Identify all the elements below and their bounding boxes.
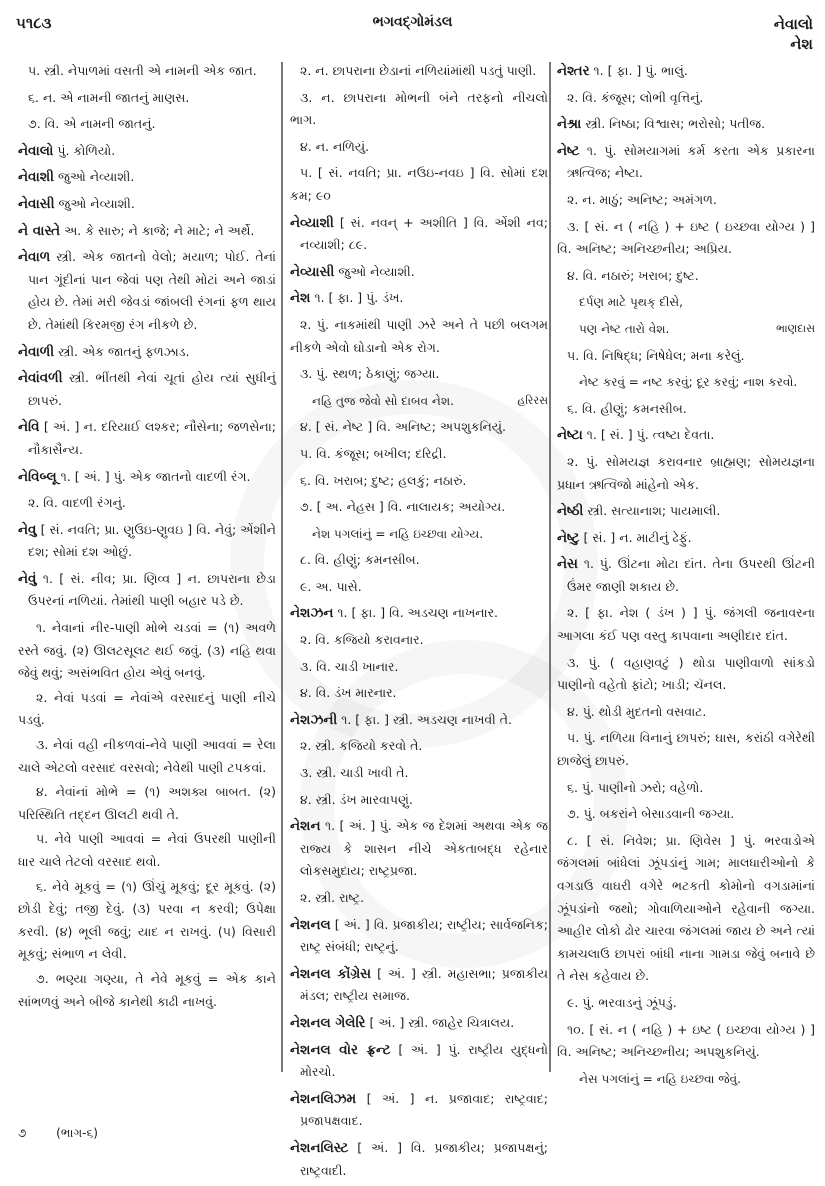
dictionary-entry — [557, 500, 815, 523]
definition-text: ૧. પું. સોમયાગમાં કર્મ કરતા એક પ્રકારના ઋત્વિજ; નેષ્ટા. — [567, 142, 815, 181]
sheet-signature: ૭ — [18, 1126, 27, 1140]
definition-text: પું. કોળિયો. — [53, 142, 116, 158]
definition-text: ૨. વિ. વાદળી રંગનું. — [28, 495, 126, 511]
dictionary-entry — [290, 963, 548, 1008]
sense — [557, 345, 815, 368]
column-divider — [281, 62, 283, 1072]
quotation — [557, 1068, 815, 1091]
idiom-sense — [18, 968, 276, 1013]
definition-text: ૨. ન. છાપરાના છેડાનાં નળિયાંમાંથી પડતું પાણી. — [300, 63, 537, 78]
headword: નેષ્ટુ — [557, 529, 580, 546]
quote-attribution: ભાણદાસ — [776, 321, 815, 335]
dictionary-entry — [290, 815, 548, 883]
quotation — [557, 371, 815, 394]
headword: નેશ — [290, 290, 311, 307]
definition-text: ૧. નેવાનાં નીર-પાણી મોભે ચડવાં = (૧) અવળે રસ્તે જવું. (૨) ઊલટસૂલટ થઈ જવું. (૩) નહિ થવા જેવું થવું; અસંભવિત હોય એવું બનવું. — [18, 620, 276, 681]
sense — [557, 992, 815, 1015]
headword: નેવુ — [18, 521, 37, 538]
headword: નેષ્ટા — [557, 427, 583, 444]
definition-text: ૪. [ સં. નેષ્ટ ] વિ. અનિષ્ટ; અપશુકનિયું. — [300, 419, 506, 435]
sense — [290, 496, 548, 519]
sense — [290, 416, 548, 439]
definition-text: [ સં. નવન્ + અશીતિ ] વિ. એંશી નવ; નવ્યાશી; ૮૯. — [300, 214, 548, 253]
definition-text: જુઓ નેવ્યાશી. — [54, 169, 135, 185]
guide-word-last: નેશ — [790, 35, 813, 53]
definition-text: [ અં. ] વિ. પ્રજાકીય; રાષ્ટ્રીય; સાર્વજનિક; રાષ્ટ્ર સંબંધી; રાષ્ટ્રનું. — [300, 916, 548, 955]
headword: નેશનલ કોંગ્રેસ — [290, 965, 372, 982]
sense — [557, 803, 815, 826]
definition-text: ૭. ભણ્યા ગણ્યા, તે નેવે મૂકવું = એક કાને સાંભળવું અને બીજે કાનેથી કાઢી નાખવું. — [18, 970, 276, 1009]
definition-text: ૧. [ સં. ] પું. ત્વષ્ટા દેવતા. — [582, 427, 715, 443]
headword: નેવાલો — [18, 142, 54, 159]
definition-text: નેશ પગલાંનું = નહિ ઇચ્છવા યોગ્ય. — [312, 526, 484, 541]
sense — [290, 656, 548, 679]
sense — [290, 470, 548, 493]
dictionary-entry — [557, 527, 815, 550]
definition-text: ૭. વિ. એ નામની જાતનું. — [28, 116, 156, 132]
headword: નેવાળ — [18, 249, 51, 266]
headword: નેવાસી — [18, 195, 55, 212]
definition-text: ૧. [ અં. ] પું. એક જાતનો વાદળી રંગ. — [56, 468, 251, 484]
quote-attribution: હરિરસ — [517, 393, 548, 407]
idiom-sense — [18, 828, 276, 873]
dictionary-entry — [290, 914, 548, 959]
headword: નેસ — [557, 556, 578, 573]
dictionary-entry — [18, 166, 276, 189]
definition-text: નહિ તુજ જેવો સો દાબવ નેશ. — [312, 393, 454, 408]
sense — [290, 443, 548, 466]
definition-text: ૨. વિ. કજિયો કરાવનાર. — [300, 632, 424, 648]
dictionary-entry — [18, 367, 276, 412]
definition-text: ૩. [ સં. ન ( નહિ ) + ઇષ્ટ ( ઇચ્છવા યોગ્ય ) ] વિ. અનિષ્ટ; અનિચ્છનીય; અપ્રિય. — [557, 218, 815, 257]
sense — [557, 189, 815, 212]
definition-text: સ્ત્રી. નિષ્ઠા; વિશ્વાસ; ભરોસો; પતીજ. — [581, 116, 766, 132]
headword: નેવ્યાસી — [290, 263, 335, 280]
quotation — [557, 291, 815, 314]
definition-text: [ સં. નવતિ; પ્રા. ણુઉઇ-ણુવઇ ] વિ. નેવું; એંશીને દશ; સોમાં દશ ઓછું. — [28, 521, 276, 560]
quotation — [557, 318, 815, 341]
sense — [557, 216, 815, 261]
dictionary-entry — [18, 220, 276, 243]
definition-text: ૩. વિ. ચાડી ખાનાર. — [300, 658, 399, 674]
definition-text: દર્પણ માટે પૃથક્ દીસે, — [579, 295, 683, 310]
quotation — [290, 523, 548, 546]
definition-text: [ સં. ] ન. માટીનું ઢેફું. — [579, 529, 692, 545]
headword: નેશનલ ગેલેરિ — [290, 1014, 366, 1031]
dictionary-entry — [290, 1137, 548, 1182]
headword: નેશનલ — [290, 916, 331, 933]
definition-text: ૨. પું. સોમયજ્ઞ કરાવનાર બ્રાહ્મણ; સોમયજ્ઞના પ્રધાન ઋત્વિજો માંહેનો એક. — [557, 453, 815, 492]
definition-text: ૭. [ અ. નેહસ ] વિ. નાલાયક; અયોગ્ય. — [300, 499, 506, 515]
headword: નેશનલિસ્ટ — [290, 1139, 349, 1156]
headword: નેશઝની — [290, 711, 338, 728]
sense — [290, 762, 548, 785]
sense — [557, 451, 815, 496]
sense — [18, 113, 276, 136]
sense — [557, 701, 815, 724]
sense — [290, 363, 548, 386]
headword: નેવાશી — [18, 169, 55, 186]
sense — [290, 87, 548, 132]
guide-word-first: નેવાલો — [773, 15, 813, 33]
sense — [290, 162, 548, 207]
headword: નેવ્યાશી — [290, 214, 334, 231]
idiom-sense — [18, 734, 276, 779]
definition-text: ૬. પું. પાણીનો ઝરો; વહેળો. — [567, 779, 704, 795]
definition-text: ૪. ન. નળિયું. — [300, 138, 370, 154]
headword: નેવિ — [18, 419, 40, 436]
definition-text: અ. કે સારુ; ને કાજે; ને માટે; ને અર્થે. — [60, 222, 255, 238]
definition-text: ૩. પું. સ્થળ; ઠેકાણું; જગ્યા. — [300, 366, 440, 382]
dictionary-entry — [18, 568, 276, 613]
sense — [557, 87, 815, 110]
definition-text: ૨. ન. માઠું; અનિષ્ટ; અમંગળ. — [567, 191, 717, 207]
definition-text: ૨. વિ. કંજૂસ; લોભી વૃત્તિનું. — [567, 89, 704, 105]
dictionary-entry — [18, 416, 276, 461]
column-1 — [18, 60, 276, 1015]
sense — [290, 682, 548, 705]
definition-text: સ્ત્રી. એક જાતનો વેલો; મયાળ; પોઈ. તેનાં પાન ગૂંદીનાં પાન જેવાં પણ તેથી મોટાં અને જાડાં હોય છે. તેમાં મરી જેવડાં જાંબલી રંગનાં ફળ થાય છે. તેમાંથી કિરમજી રંગ નીકળે છે. — [28, 249, 276, 332]
definition-text: ૯. અ. પાસે. — [300, 578, 362, 594]
dictionary-entry — [557, 553, 815, 598]
headword: નેષ્ટ — [557, 142, 580, 159]
headword: નેવાંવળી — [18, 370, 63, 387]
headword: નેશઝન — [290, 605, 334, 622]
dictionary-entry — [18, 519, 276, 564]
dictionary-entry — [290, 709, 548, 732]
headword: ને વાસ્તે — [18, 222, 61, 239]
sense — [557, 830, 815, 988]
definition-text: [ અં. ] સ્ત્રી. જાહેર ચિત્રાલય. — [365, 1014, 515, 1030]
dictionary-entry — [290, 212, 548, 257]
quotation — [290, 390, 548, 413]
column-divider — [549, 62, 551, 1072]
dictionary-entry — [18, 466, 276, 489]
definition-text: ૪. વિ. ડંખ મારનાર. — [300, 685, 397, 701]
definition-text: ૫. સ્ત્રી. નેપાળમાં વસતી એ નામની એક જાત. — [28, 63, 257, 78]
definition-text: [ અં. ] ન. દરિયાઈ લશ્કર; નૌસેના; જળસેના; નૌકાસૈન્ય. — [28, 419, 276, 457]
definition-text: [ અં. ] સ્ત્રી. મહાસભા; પ્રજાકીય મંડલ; રાષ્ટ્રીય સમાજ. — [300, 965, 548, 1004]
definition-text: સ્ત્રી. એક જાતનું ફળઝાડ. — [54, 343, 190, 359]
definition-text: નેસ પગલાંનું = નહિ ઇચ્છવા જેવું. — [579, 1071, 741, 1086]
definition-text: ૫. નેવે પાણી આવવાં = નેવાં ઉપરથી પાણીની ધાર ચાલે તેટલો વરસાદ થવો. — [18, 831, 276, 869]
sense — [290, 629, 548, 652]
column-2 — [290, 60, 548, 1186]
sense — [290, 576, 548, 599]
definition-text: ૬. વિ. હીણું; કમનસીબ. — [567, 400, 687, 416]
idiom-sense — [18, 781, 276, 826]
volume-label: (ભાગ-૬) — [56, 1126, 98, 1140]
sense — [557, 602, 815, 647]
sense — [557, 652, 815, 697]
definition-text: નેષ્ટ કરવું = નષ્ટ કરવું; દૂર કરવું; નાશ કરવો. — [579, 375, 798, 390]
definition-text: ૨. સ્ત્રી. કજિયો કરવો તે. — [300, 738, 423, 754]
definition-text: ૫. પું. નળિયા વિનાનું છાપરું; ઘાસ, કરાંઠી વગેરેથી છાજેલું છાપરું. — [557, 730, 815, 769]
definition-text: જુઓ નેવ્યાશી. — [54, 195, 135, 211]
definition-text: ૧. [ ફા. ] પું. ભાલું. — [589, 63, 688, 78]
guide-words — [774, 14, 813, 54]
dictionary-entry — [557, 113, 815, 136]
definition-text: જુઓ નેવ્યાશી. — [334, 263, 415, 279]
definition-text: ૯. પું. ભરવાડનું ઝૂંપડું. — [567, 994, 677, 1010]
definition-text: ૨. પું. નાકમાંથી પાણી ઝરે અને તે પછી બલગમ નીકળે એવો ઘોડાનો એક રોગ. — [290, 316, 548, 355]
headword: નેવાળી — [18, 343, 55, 360]
definition-text: [ અં. ] વિ. પ્રજાકીય; પ્રજાપક્ષનું; રાષ્ટ્રવાદી. — [300, 1139, 548, 1178]
sense — [290, 60, 548, 83]
definition-text: ૫. વિ. કંજૂસ; બખીલ; દરિદ્રી. — [300, 445, 447, 461]
definition-text: ૮. [ સં. નિવેશ; પ્રા. ણિવેસ ] પું. ભરવાડોએ જંગલમાં બાંધેલાં ઝૂંપડાંનું ગામ; માલધારીઓનો કે વગડાઉ વાઘરી વગેરે ભટકતી કોમોનો વગડામાંનાં ઝૂંપડાંનો જથો; ગોવાળિયાઓને રહેવાની જગ્યા. આહીર લોકો ઢોર ચારવા જંગલમાં જાય છે અને ત્યાં કામચલાઉ છાપરાં બાંધી નાના ગામડા જેવું બનાવે છે તે નેસ કહેવાય છે. — [557, 832, 815, 984]
definition-text: ૬. વિ. ખરાબ; દુષ્ટ; હલકું; નઠારું. — [300, 472, 467, 488]
sense — [18, 60, 276, 83]
page-number: ૫૧૮૩ — [16, 14, 52, 32]
dictionary-entry — [18, 246, 276, 336]
headword: નેશ્તર — [557, 63, 590, 79]
sense — [290, 789, 548, 812]
definition-text: ૧. [ અં. ] પું. એક જ દેશમાં અથવા એક જ રાજ્ય કે શાસન નીચે એકતાબદ્ધ રહેનાર લોકસમુદાય; રાષ્ટ્રપ્રજા. — [300, 818, 548, 879]
dictionary-entry — [18, 140, 276, 163]
definition-text: ૧. [ સં. નીવ; પ્રા. ણિવ્વ ] ન. છાપરાના છેડા ઉપરનાં નળિયાં. તેમાંથી પાણી બહાર પડે છે. — [28, 570, 276, 609]
definition-text: ૨. સ્ત્રી. રાષ્ટ્ર. — [300, 890, 365, 905]
sense — [290, 735, 548, 758]
definition-text: ૫. વિ. નિષિદ્ધ; નિષેધેલ; મના કરેલું. — [567, 347, 745, 363]
sense — [290, 887, 548, 910]
dictionary-entry — [290, 602, 548, 625]
definition-text: ૩. નેવાં વહી નીકળવાં-નેવે પાણી આવવાં = રેલા ચાલે એટલો વરસાદ વરસવો; નેવેથી પાણી ટપકવાં. — [18, 737, 276, 775]
definition-text: ૪. પું. થોડી મુદતનો વસવાટ. — [567, 703, 707, 719]
headword: નેશ્રા — [557, 116, 582, 133]
page-title: ભગવદ્ગોમંડલ — [372, 14, 453, 30]
dictionary-entry — [18, 341, 276, 364]
headword: નેવું — [18, 570, 37, 587]
definition-text: ૩. સ્ત્રી. ચાડી ખાવી તે. — [300, 765, 409, 781]
dictionary-entry — [18, 193, 276, 216]
dictionary-entry — [557, 140, 815, 185]
dictionary-entry — [290, 287, 548, 310]
definition-text: ૧. પું. ઊંટના મોટા દાંત. તેના ઉપરથી ઊંટની ઉંમર જાણી શકાય છે. — [567, 556, 815, 594]
sense — [290, 136, 548, 159]
column-3 — [557, 60, 815, 1094]
sense — [18, 492, 276, 515]
footer — [18, 1126, 124, 1141]
definition-text: ૧. [ ફા. ] વિ. અડચણ નાખનાર. — [333, 605, 499, 621]
definition-text: સ્ત્રી. ભીંતથી નેવાં ચૂતાં હોય ત્યાં સુધીનું છાપરું. — [28, 370, 276, 408]
dictionary-entry — [290, 1088, 548, 1133]
dictionary-entry — [290, 261, 548, 284]
sense — [557, 727, 815, 772]
definition-text: [ અં. ] પું. રાષ્ટ્રીય યુદ્ધનો મોરચો. — [300, 1041, 548, 1080]
headword: નેશનલિઝમ — [290, 1090, 357, 1107]
headword: નેવિબ્લૂ — [18, 468, 57, 485]
definition-text: ૭. પું. બકરાંને બેસાડવાની જગ્યા. — [567, 806, 735, 822]
headword: નેશન — [290, 818, 321, 835]
definition-text: પણ નેષ્ટ તારો વેશ. — [579, 321, 670, 336]
definition-text: ૪. સ્ત્રી. ડંખ મારવાપણું. — [300, 791, 413, 807]
sense — [290, 549, 548, 572]
dictionary-entry — [290, 1039, 548, 1084]
definition-text: ૩. પું. ( વહાણવટું ) થોડા પાણીવાળો સાંકડો પાણીનો વહેતો ફાંટો; ખાડી; ચૅનલ. — [557, 654, 815, 693]
definition-text: સ્ત્રી. સત્યાનાશ; પાયમાલી. — [583, 503, 721, 519]
definition-text: ૪. વિ. નઠારું; ખરાબ; દુષ્ટ. — [567, 267, 699, 283]
definition-text: ૮. વિ. હીણું; કમનસીબ. — [300, 552, 420, 568]
definition-text: ૧૦. [ સં. ન ( નહિ ) + ઇષ્ટ ( ઇચ્છવા યોગ્ય ) ] વિ. અનિષ્ટ; અનિચ્છનીય; અપશુકનિયું. — [557, 1021, 815, 1060]
headword: નેષ્ઠી — [557, 503, 584, 520]
sense — [557, 777, 815, 800]
definition-text: ૫. [ સં. નવતિ; પ્રા. નઉઇ-નવઇ ] વિ. સોમાં દશ કમ; ૯૦ — [290, 165, 548, 203]
sense — [557, 1019, 815, 1064]
definition-text: ૨. નેવાં પડવાં = નેવાંએ વરસાદનું પાણી નીચે પડવું. — [18, 689, 276, 728]
sense — [18, 87, 276, 110]
sense — [557, 265, 815, 288]
definition-text: ૪. નેવાંનાં મોભે = (૧) અશક્ય બાબત. (૨) પરિસ્થિતિ તદ્દન ઊલટી થવી તે. — [18, 784, 276, 822]
definition-text: ૬. ન. એ નામની જાતનું માણસ. — [28, 89, 190, 105]
definition-text: [ અં. ] ન. પ્રજાવાદ; રાષ્ટ્રવાદ; પ્રજાપક્ષવાદ. — [300, 1090, 548, 1129]
dictionary-entry — [557, 60, 815, 83]
sense — [557, 398, 815, 421]
definition-text: ૧. [ ફા. ] પું. ડંખ. — [310, 290, 404, 306]
headword: નેશનલ વોર ફ્રન્ટ — [290, 1041, 391, 1058]
idiom-sense — [18, 876, 276, 966]
definition-text: ૬. નેવે મૂકવું = (૧) ઊંચું મૂકવું; દૂર મૂકવું. (૨) છોડી દેવું; તજી દેવું. (૩) પરવા ન કરવી; ઉપેક્ષા કરવી. (૪) ભૂલી જવું; યાદ ન રાખવું. (૫) વિસારી મૂકવું; સંભાળ ન લેવી. — [18, 878, 276, 962]
idiom-sense — [18, 687, 276, 732]
definition-text: ૨. [ ફા. નેશ ( ડંખ ) ] પું. જંગલી જનાવરના આગલા કંઈ પણ વસ્તુ કાપવાના અણીદાર દાંત. — [557, 605, 815, 644]
sense — [290, 314, 548, 359]
idiom-sense — [18, 617, 276, 685]
dictionary-entry — [557, 424, 815, 447]
definition-text: ૩. ન. છાપરાના મોભની બંને તરફનો નીચલો ભાગ. — [290, 89, 548, 128]
dictionary-entry — [290, 1012, 548, 1035]
definition-text: ૧. [ ફા. ] સ્ત્રી. અડચણ નાખવી તે. — [337, 711, 512, 727]
